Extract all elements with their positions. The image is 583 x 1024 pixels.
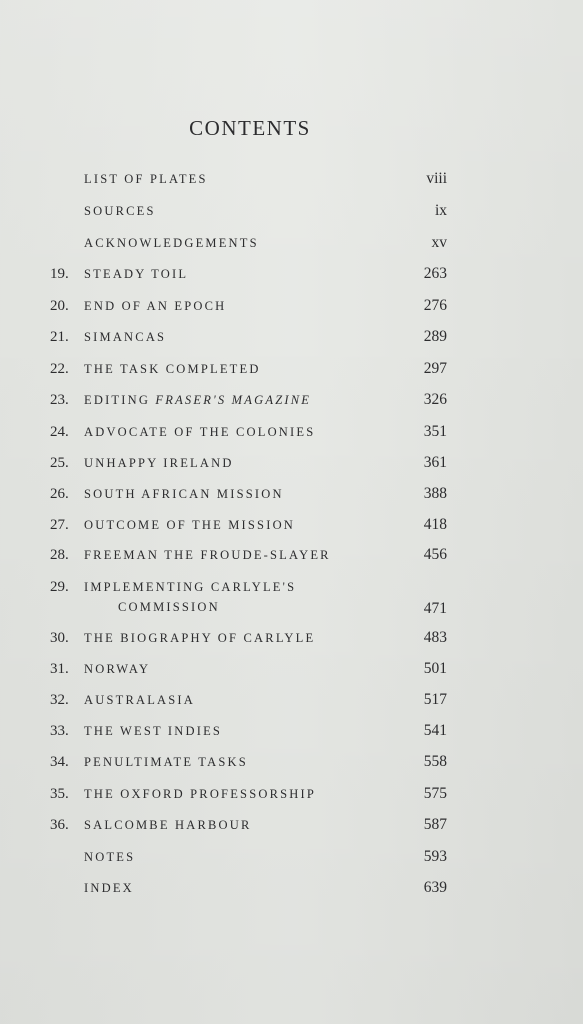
toc-chapter-25	[0, 451, 583, 475]
chapter-title: SOUTH AFRICAN MISSION	[84, 487, 284, 501]
chapter-title: END OF AN EPOCH	[84, 299, 227, 313]
chapter-page: 361	[423, 454, 447, 471]
chapter-page: 471	[423, 600, 447, 617]
chapter-number: 28.	[50, 547, 69, 563]
toc-chapter-34	[0, 750, 583, 774]
entry-page: viii	[426, 170, 447, 187]
chapter-number: 30.	[50, 630, 69, 646]
chapter-page: 326	[423, 391, 447, 408]
chapter-number: 20.	[50, 298, 69, 314]
toc-chapter-32	[0, 688, 583, 712]
chapter-number: 29.	[50, 579, 69, 595]
chapter-title: AUSTRALASIA	[84, 693, 196, 707]
toc-chapter-31	[0, 657, 583, 681]
chapter-number: 21.	[50, 329, 69, 345]
chapter-page: 276	[423, 297, 447, 314]
toc-chapter-29-continued	[0, 595, 583, 619]
toc-chapter-23	[0, 388, 583, 412]
chapter-title: STEADY TOIL	[84, 267, 189, 281]
chapter-number: 33.	[50, 723, 69, 739]
chapter-number: 22.	[50, 361, 69, 377]
toc-entry-acknowledgements	[0, 231, 583, 255]
toc-chapter-19	[0, 262, 583, 286]
chapter-page: 575	[423, 785, 447, 802]
chapter-page: 418	[423, 516, 447, 533]
chapter-page: 501	[423, 660, 447, 677]
toc-chapter-24	[0, 420, 583, 444]
toc-entry-list-of-plates	[0, 167, 583, 191]
toc-chapter-33	[0, 719, 583, 743]
chapter-number: 26.	[50, 486, 69, 502]
chapter-page: 541	[423, 722, 447, 739]
chapter-number: 31.	[50, 661, 69, 677]
chapter-number: 19.	[50, 266, 69, 282]
toc-entry-notes	[0, 845, 583, 869]
chapter-page: 517	[423, 691, 447, 708]
chapter-number: 34.	[50, 754, 69, 770]
toc-chapter-35	[0, 782, 583, 806]
entry-title: LIST OF PLATES	[84, 172, 208, 186]
chapter-page: 263	[423, 265, 447, 282]
chapter-number: 35.	[50, 786, 69, 802]
entry-page: xv	[431, 234, 447, 251]
entry-title: INDEX	[84, 881, 134, 895]
toc-entry-sources	[0, 199, 583, 223]
toc-chapter-26	[0, 482, 583, 506]
chapter-number: 32.	[50, 692, 69, 708]
chapter-page: 587	[423, 816, 447, 833]
entry-title: ACKNOWLEDGEMENTS	[84, 236, 259, 250]
chapter-number: 24.	[50, 424, 69, 440]
chapter-title: THE WEST INDIES	[84, 724, 223, 738]
chapter-title	[84, 388, 311, 412]
chapter-title: THE OXFORD PROFESSORSHIP	[84, 787, 317, 801]
chapter-title: NORWAY	[84, 662, 151, 676]
chapter-number: 36.	[50, 817, 69, 833]
chapter-page: 456	[423, 546, 447, 563]
chapter-title: THE TASK COMPLETED	[84, 362, 261, 376]
entry-page: ix	[434, 202, 447, 219]
chapter-number: 23.	[50, 392, 69, 408]
chapter-page: 297	[423, 360, 447, 377]
toc-chapter-27	[0, 513, 583, 537]
chapter-title: PENULTIMATE TASKS	[84, 755, 248, 769]
toc-chapter-21	[0, 325, 583, 349]
chapter-page: 558	[423, 753, 447, 770]
chapter-page: 483	[423, 629, 447, 646]
chapter-page: 351	[423, 423, 447, 440]
chapter-number: 27.	[50, 517, 69, 533]
entry-page: 639	[423, 879, 447, 896]
toc-chapter-36	[0, 813, 583, 837]
chapter-title-line-2: COMMISSION	[118, 600, 220, 614]
chapter-page: 388	[423, 485, 447, 502]
toc-entry-index	[0, 876, 583, 900]
toc-chapter-20	[0, 294, 583, 318]
entry-title: SOURCES	[84, 204, 156, 218]
chapter-page: 289	[423, 328, 447, 345]
toc-chapter-28	[0, 543, 583, 567]
entry-title: NOTES	[84, 850, 136, 864]
chapter-title: ADVOCATE OF THE COLONIES	[84, 425, 316, 439]
toc-chapter-30	[0, 626, 583, 650]
chapter-title: THE BIOGRAPHY OF CARLYLE	[84, 631, 316, 645]
chapter-title-prefix: EDITING	[84, 393, 151, 407]
chapter-title: UNHAPPY IRELAND	[84, 456, 234, 470]
chapter-title-italic: FRASER'S MAGAZINE	[155, 393, 312, 407]
page-title: CONTENTS	[189, 116, 311, 140]
toc-chapter-22	[0, 357, 583, 381]
chapter-title: SALCOMBE HARBOUR	[84, 818, 252, 832]
entry-page: 593	[423, 848, 447, 865]
chapter-title: FREEMAN THE FROUDE-SLAYER	[84, 548, 331, 562]
chapter-title-line-1: IMPLEMENTING CARLYLE'S	[84, 580, 297, 594]
chapter-title: SIMANCAS	[84, 330, 167, 344]
chapter-number: 25.	[50, 455, 69, 471]
chapter-title: OUTCOME OF THE MISSION	[84, 518, 296, 532]
